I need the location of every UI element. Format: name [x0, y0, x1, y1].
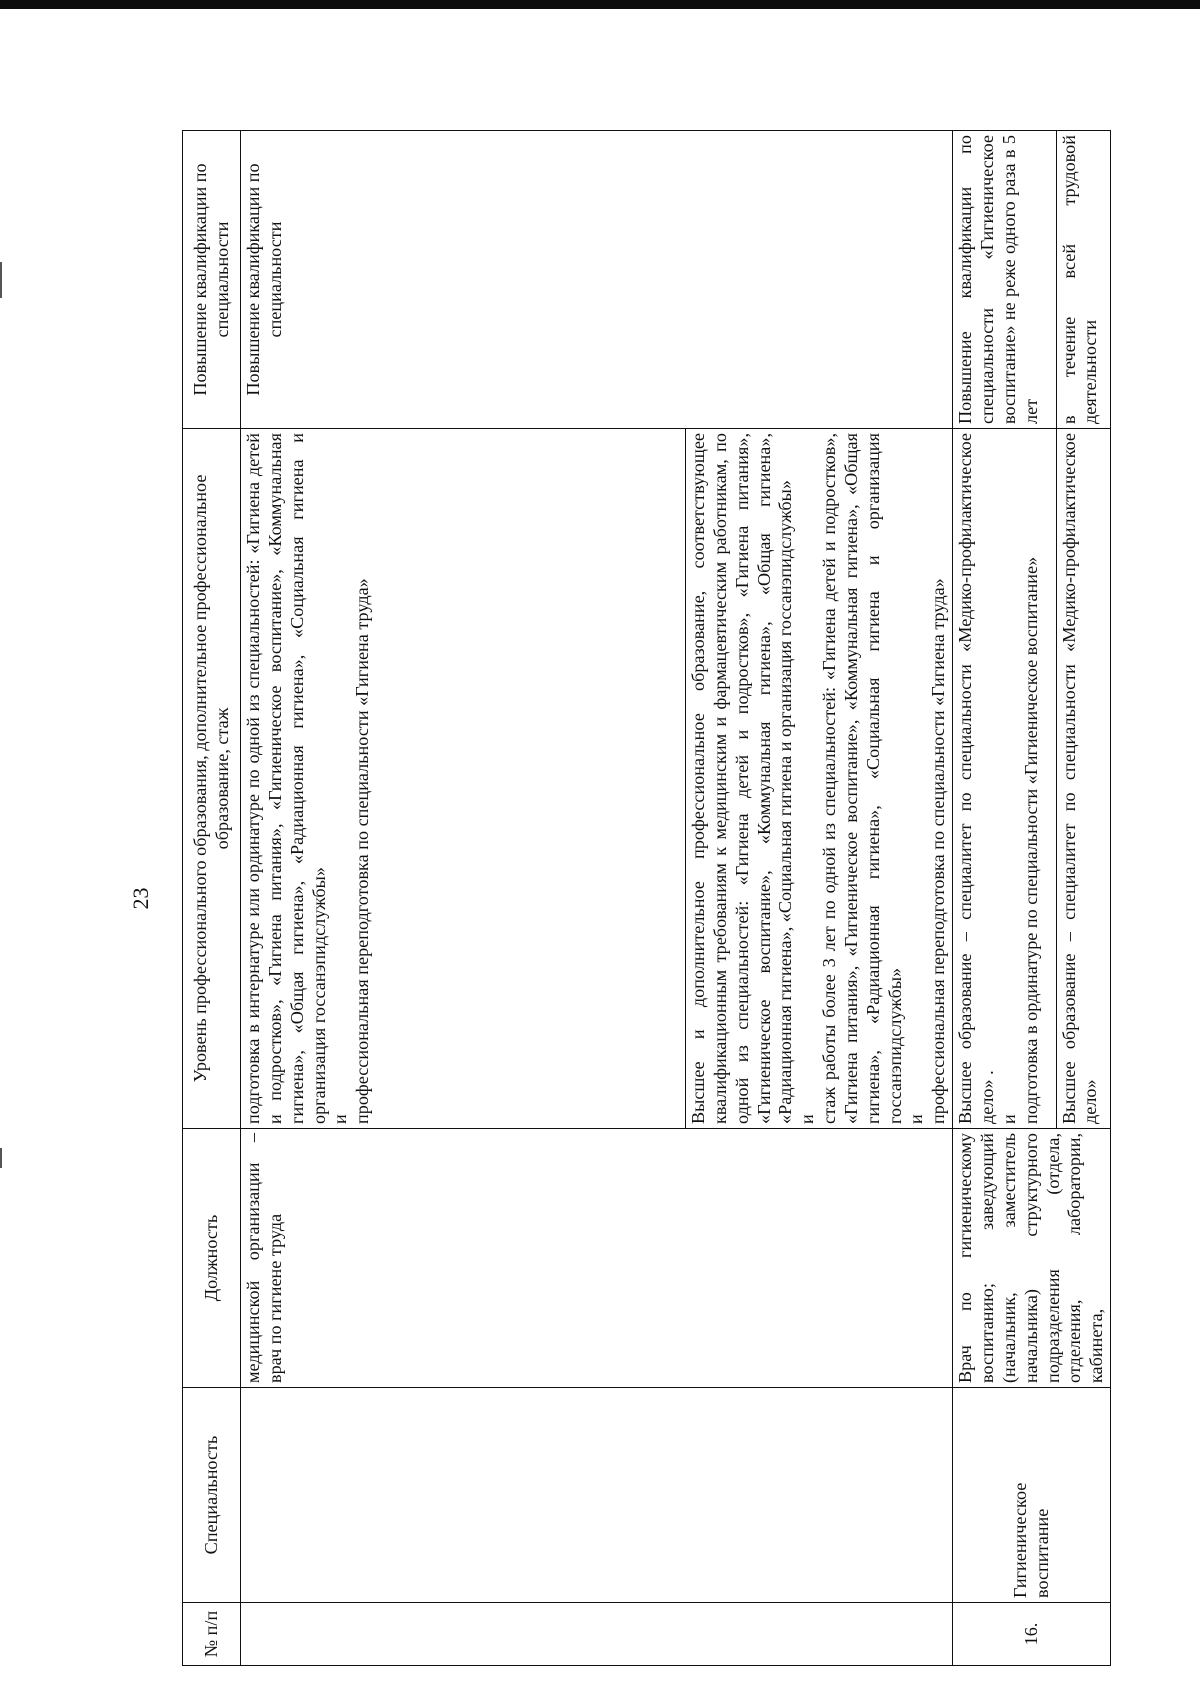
table-row-16 [953, 131, 1056, 1666]
header-qualification: Повышение квалификации по специальности [183, 131, 241, 429]
qualification-table [182, 130, 1111, 1666]
rotated-page [124, 131, 1156, 1666]
cell-qualification: Повышение квалификации по специальности [241, 131, 953, 429]
education-connector: и [998, 1114, 1019, 1124]
cell-specialty [241, 1388, 953, 1603]
cell-education-b [686, 429, 953, 1129]
cell-education-16a [953, 429, 1056, 1129]
table-row [241, 131, 686, 1666]
education-text: Высшее и дополнительное профессиональное образование, соответствующее квалификационным требованиям к медицинским и фармацевтическим работникам, по одной из специальностей: «Гигиена детей и подростков», «Гигиена питания», «Гигиеническое воспитание», «Коммунальная гигиена», «Общая гигиена», «Радиационная гигиена», «Социальная гигиена и организация госсанэпидслужбы» [688, 433, 796, 1124]
cell-number [241, 1603, 953, 1666]
cell-position-16: Врач по гигиеническому воспитанию; заведующий (начальник, заместитель начальника) структурного подразделения (отдела, отделения, лаборатории, кабинета, [953, 1129, 1111, 1388]
cell-qualification-16b: в течение всей трудовой деятельности [1056, 131, 1111, 429]
education-text: подготовка в ординатуре по специальности «Гигиеническое воспитание» [1020, 556, 1041, 1124]
education-text: профессиональная переподготовка по специальности «Гигиена труда» [352, 578, 373, 1124]
header-specialty: Специальность [183, 1388, 241, 1603]
header-position: Должность [183, 1129, 241, 1388]
cell-education-a [241, 429, 686, 1129]
header-education: Уровень профессионального образования, дополнительное профессиональное образование, стаж [183, 429, 241, 1129]
scan-top-border [0, 0, 1200, 9]
education-text: стаж работы более 3 лет по одной из специальностей: «Гигиена детей и подростков», «Гигиена питания», «Гигиеническое воспитание», «Коммунальная гигиена», «Общая гигиена», «Радиационная гигиена», «Социальная гигиена и организация госсанэпидслужбы» [819, 433, 905, 1124]
cell-position: медицинской организации – врач по гигиене труда [241, 1129, 953, 1388]
table-header-row [183, 131, 241, 1666]
cell-specialty-16: Гигиеническое воспитание [953, 1388, 1111, 1603]
scan-margin-mark [0, 262, 2, 298]
education-connector: и [797, 1114, 818, 1124]
education-text: подготовка в интернатуре или ординатуре по одной из специальностей: «Гигиена детей и подростков», «Гигиена питания», «Гигиеническое воспитание», «Коммунальная гигиена», «Общая гигиена», «Радиационная гигиена», «Социальная гигиена и организация госсанэпидслужбы» [243, 433, 329, 1124]
cell-number-16: 16. [953, 1603, 1111, 1666]
page-number: 23 [128, 887, 153, 910]
education-connector: и [906, 1114, 927, 1124]
scan-margin-mark [0, 1148, 2, 1168]
cell-education-16b: Высшее образование – специалитет по специальности «Медико-профилактическое дело» [1056, 429, 1111, 1129]
header-number: № п/п [183, 1603, 241, 1666]
education-text: профессиональная переподготовка по специальности «Гигиена труда» [928, 578, 949, 1124]
education-text: Высшее образование – специалитет по специальности «Медико-профилактическое дело» . [955, 433, 997, 1124]
cell-qualification-16a: Повышение квалификации по специальности «Гигиеническое воспитание» не реже одного раза в 5 лет [953, 131, 1056, 429]
education-connector: и [330, 1114, 351, 1124]
